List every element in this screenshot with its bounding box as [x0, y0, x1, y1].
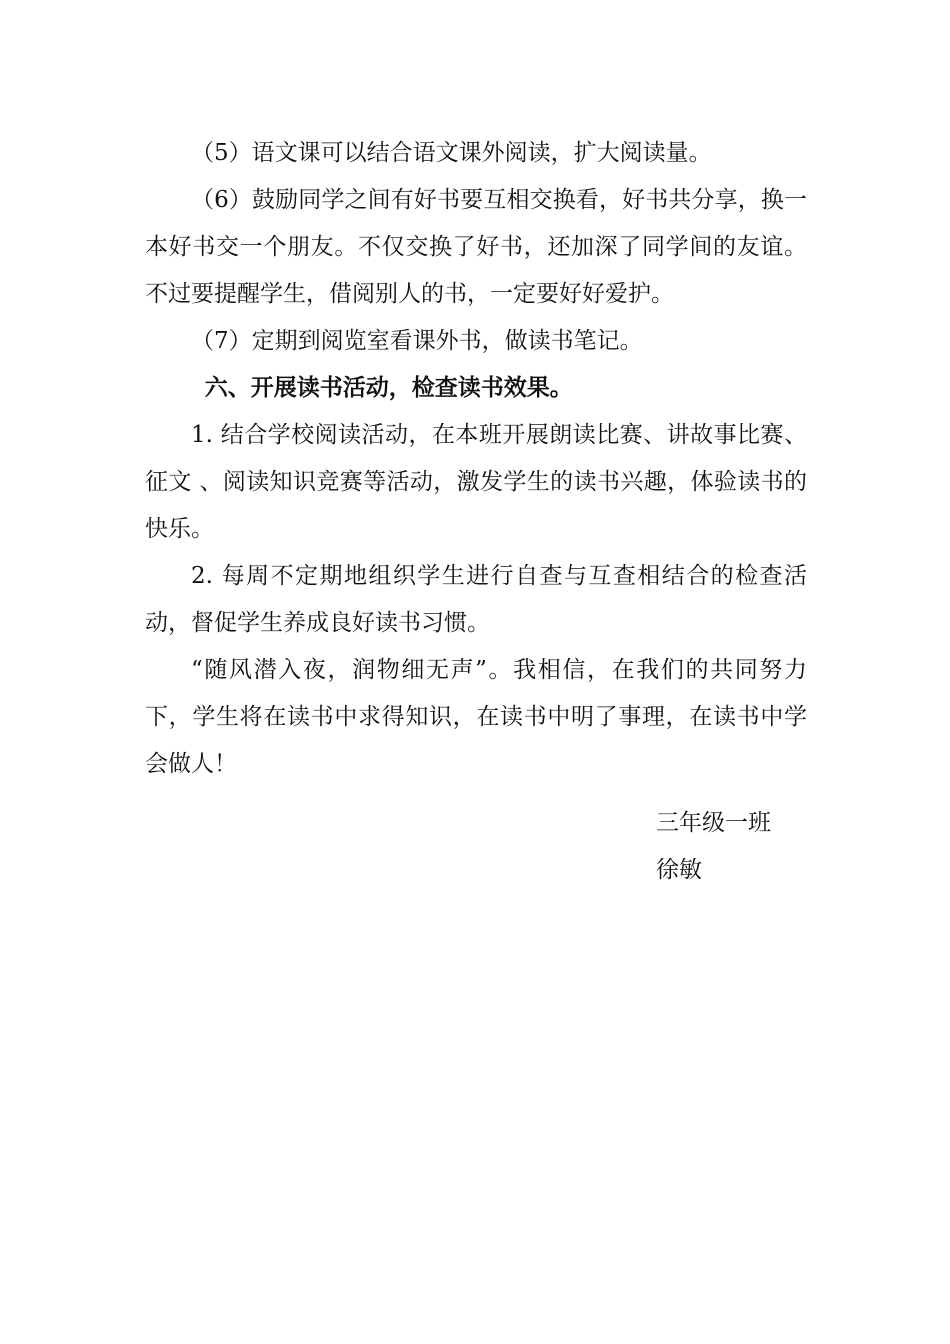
paragraph-item-6: （6）鼓励同学之间有好书要互相交换看，好书共分享，换一本好书交一个朋友。不仅交换了好书，还加深了同学间的友谊。不过要提醒学生，借阅别人的书，一定要好好爱护。 — [145, 187, 807, 307]
closing-paragraph: “随风潜入夜，润物细无声”。我相信，在我们的共同努力下，学生将在读书中求得知识，在读书中明了事理，在读书中学会做人！ — [145, 657, 807, 777]
section-paragraph-1: 1. 结合学校阅读活动，在本班开展朗读比赛、讲故事比赛、 征文 、阅读知识竞赛等活动，激发学生的读书兴趣，体验读书的快乐。 — [145, 422, 807, 542]
paragraph-item-5: （5）语文课可以结合语文课外阅读，扩大阅读量。 — [191, 140, 712, 166]
paragraph-item-7: （7）定期到阅览室看课外书，做读书笔记。 — [191, 328, 643, 354]
section-paragraph-2: 2. 每周不定期地组织学生进行自查与互查相结合的检查活动，督促学生养成良好读书习惯。 — [145, 563, 807, 636]
section-heading: 六、开展读书活动，检查读书效果。 — [204, 375, 573, 401]
document-body — [145, 130, 807, 788]
signature-class: 三年级一班 — [656, 810, 771, 836]
signature-author: 徐敏 — [656, 857, 702, 883]
